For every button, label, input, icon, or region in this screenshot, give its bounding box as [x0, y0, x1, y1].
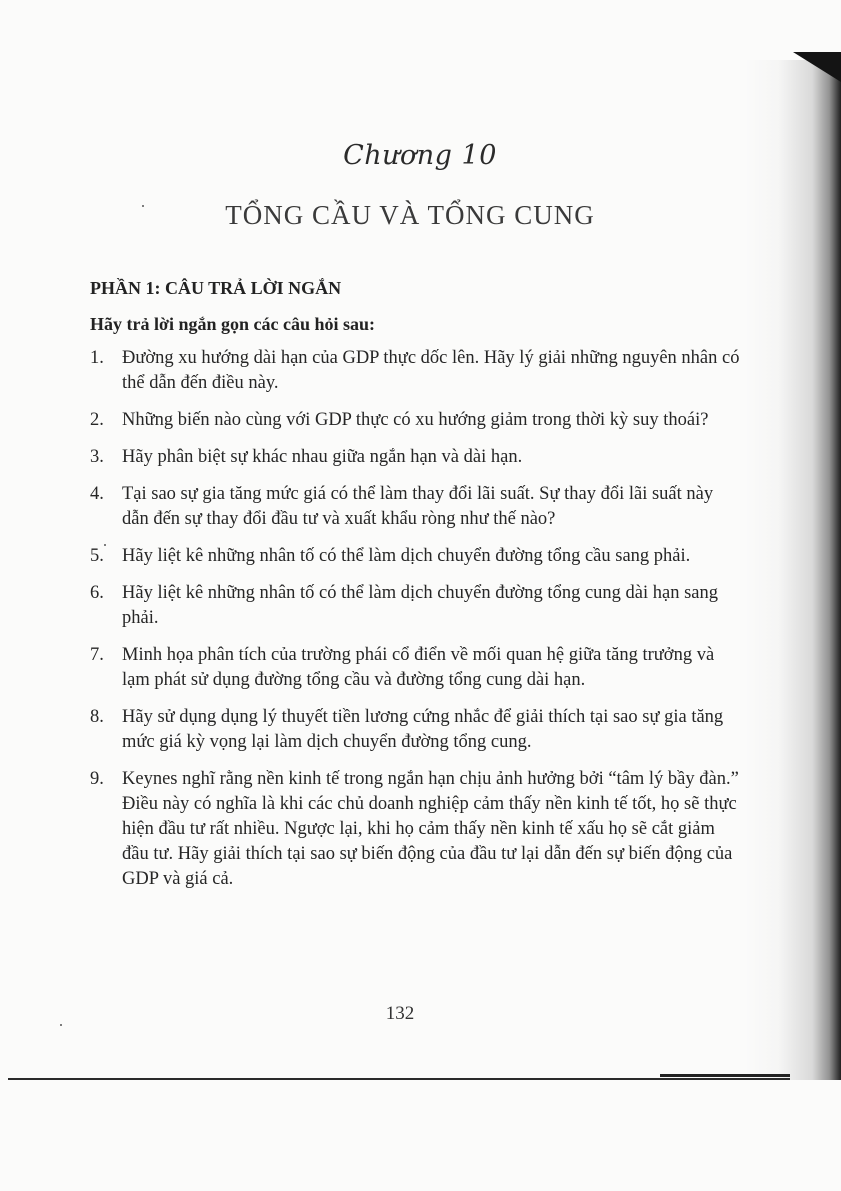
question-item	[90, 581, 740, 631]
question-text: Những biến nào cùng với GDP thực có xu hướng giảm trong thời kỳ suy thoái?	[122, 410, 709, 430]
question-number: 8 .	[90, 705, 104, 730]
question-number: 9 .	[90, 767, 104, 792]
scan-speck	[60, 1024, 62, 1026]
question-text: Hãy phân biệt sự khác nhau giữa ngắn hạn và dài hạn.	[122, 447, 523, 467]
question-number: 7 .	[90, 643, 104, 668]
question-item	[90, 643, 740, 693]
question-list	[90, 346, 740, 904]
question-text: Hãy liệt kê những nhân tố có thể làm dịch chuyển đường tổng cung dài hạn sang phải.	[122, 583, 719, 628]
question-text: Đường xu hướng dài hạn của GDP thực dốc lên. Hãy lý giải những nguyên nhân có thể dẫn đến điều này.	[122, 348, 740, 393]
question-item	[90, 767, 740, 892]
question-number: 2 .	[90, 408, 104, 433]
bottom-rule	[8, 1078, 790, 1080]
question-text: Tại sao sự gia tăng mức giá có thể làm thay đổi lãi suất. Sự thay đổi lãi suất này dẫn đến sự thay đổi đầu tư và xuất khẩu ròng như thế nào?	[122, 484, 714, 529]
question-text: Minh họa phân tích của trường phái cổ điển về mối quan hệ giữa tăng trưởng và lạm phát sử dụng đường tổng cầu và đường tổng cung dài hạn.	[122, 645, 715, 690]
question-text: Keynes nghĩ rằng nền kinh tế trong ngắn hạn chịu ảnh hưởng bởi “tâm lý bầy đàn.” Điều này có nghĩa là khi các chủ doanh nghiệp cảm thấy nền kinh tế tốt, họ sẽ thực hiện đầu tư rất nhiều. Ngược lại, khi họ cảm thấy nền kinh tế xấu họ sẽ cắt giảm đầu tư. Hãy giải thích tại sao sự biến động của đầu tư lại dẫn đến sự biến động của GDP và giá cả.	[122, 769, 739, 889]
part-heading: PHẦN 1: CÂU TRẢ LỜI NGẮN	[90, 278, 342, 298]
question-item	[90, 408, 740, 433]
question-item	[90, 482, 740, 532]
question-item	[90, 705, 740, 755]
question-number: 4 .	[90, 482, 104, 507]
question-number: 6 .	[90, 581, 104, 606]
book-spine-shadow	[745, 60, 841, 1080]
scan-speck	[142, 205, 144, 207]
question-number: 3 .	[90, 445, 104, 470]
question-text: Hãy liệt kê những nhân tố có thể làm dịch chuyển đường tổng cầu sang phải.	[122, 546, 691, 566]
page-corner-fold	[793, 52, 841, 82]
question-text: Hãy sử dụng dụng lý thuyết tiền lương cứng nhắc để giải thích tại sao sự gia tăng mức giá kỳ vọng lại làm dịch chuyển đường tổng cung.	[122, 707, 724, 752]
bottom-rule-accent	[660, 1074, 790, 1077]
question-item	[90, 544, 740, 569]
question-number: 5 .	[90, 544, 104, 569]
scan-speck	[104, 544, 106, 546]
question-item	[90, 346, 740, 396]
chapter-label: Chương 10	[343, 140, 497, 171]
question-number: 1 .	[90, 346, 104, 371]
instruction-text: Hãy trả lời ngắn gọn các câu hỏi sau:	[90, 314, 375, 334]
question-item	[90, 445, 740, 470]
page-number: 132	[385, 1003, 415, 1024]
chapter-title: TỔNG CẦU VÀ TỔNG CUNG	[225, 200, 595, 230]
